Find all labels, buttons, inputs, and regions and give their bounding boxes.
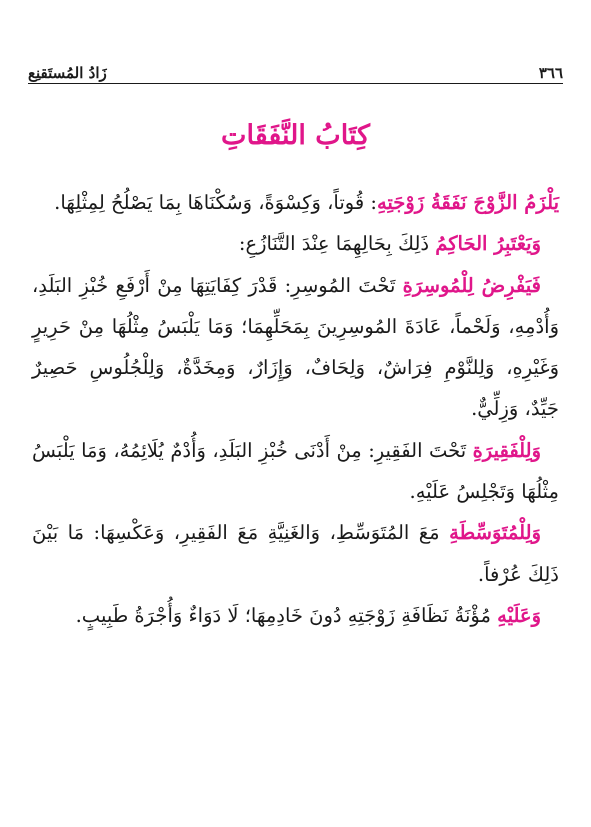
chapter-title: كِتَابُ النَّفَقَاتِ bbox=[221, 120, 370, 151]
paragraph-keyword: فَيَفْرِضُ لِلْمُوسِرَةِ bbox=[402, 273, 541, 297]
paragraph-2 bbox=[32, 223, 559, 264]
paragraph-keyword: وَعَلَيْهِ bbox=[497, 603, 541, 627]
paragraph-text: تَحْتَ الفَقِيرِ: مِنْ أَدْنَى خُبْزِ البَلَدِ، وَأُدْمٌ يُلَائِمُهُ، وَمَا يَلْبَسُ مِثْلُهَا وَتَجْلِسُ عَلَيْهِ. bbox=[32, 438, 559, 504]
paragraph-text: : قُوتاً، وَكِسْوَةً، وَسُكْنَاهَا بِمَا يَصْلُحُ لِمِثْلِهَا. bbox=[54, 191, 377, 214]
paragraph-keyword: يَلْزَمُ الزَّوْجَ نَفَقَةُ زَوْجَتِهِ bbox=[376, 191, 559, 214]
paragraph-text: مُؤْنَةُ نَظَافَةِ زَوْجَتِهِ دُونَ خَادِمِهَا؛ لَا دَوَاءٌ وَأُجْرَةُ طَبِيبٍ. bbox=[75, 603, 498, 627]
header-rule bbox=[28, 83, 563, 84]
paragraph-text: تَحْتَ المُوسِرِ: قَدْرَ كِفَايَتِهَا مِنْ أَرْفَعِ خُبْزِ البَلَدِ، وَأُدْمِهِ، وَلَحْماً، عَادَةَ المُوسِرِينَ بِمَحَلِّهِمَا؛ وَمَا يَلْبَسُ مِثْلُهَا مِنْ حَرِيرٍ وَغَيْرِهِ، وَلِلنَّوْمِ فِرَاشٌ، وَلِحَافٌ، وَإِزَارٌ، وَمِخَدَّةٌ، وَلِلْجُلُوسِ حَصِيرٌ جَيِّدٌ، وَزِلِّيٌّ. bbox=[32, 273, 559, 421]
book-title: زَادُ المُستَقنِع bbox=[28, 64, 107, 82]
running-header bbox=[28, 58, 563, 82]
paragraph-text: ذَلِكَ بِحَالِهِمَا عِنْدَ التَّنَازُعِ: bbox=[238, 232, 436, 256]
paragraph-4 bbox=[32, 430, 559, 513]
paragraph-5 bbox=[32, 512, 559, 595]
paragraph-keyword: وَلِلْمُتَوَسِّطَةِ bbox=[449, 521, 541, 545]
paragraph-6 bbox=[32, 595, 559, 636]
paragraph-text: مَعَ المُتَوَسِّطِ، وَالغَنِيَّةِ مَعَ الفَقِيرِ، وَعَكْسِهَا: مَا بَيْنَ ذَلِكَ عُرْفاً. bbox=[32, 521, 559, 586]
body-text bbox=[32, 182, 559, 636]
page-number: ٣٦٦ bbox=[538, 64, 563, 82]
paragraph-keyword: وَيَعْتَبِرُ الحَاكِمُ bbox=[435, 232, 541, 256]
paragraph-keyword: وَلِلْفَقِيرَةِ bbox=[472, 438, 541, 462]
paragraph-1 bbox=[32, 182, 559, 223]
paragraph-3 bbox=[32, 265, 559, 430]
